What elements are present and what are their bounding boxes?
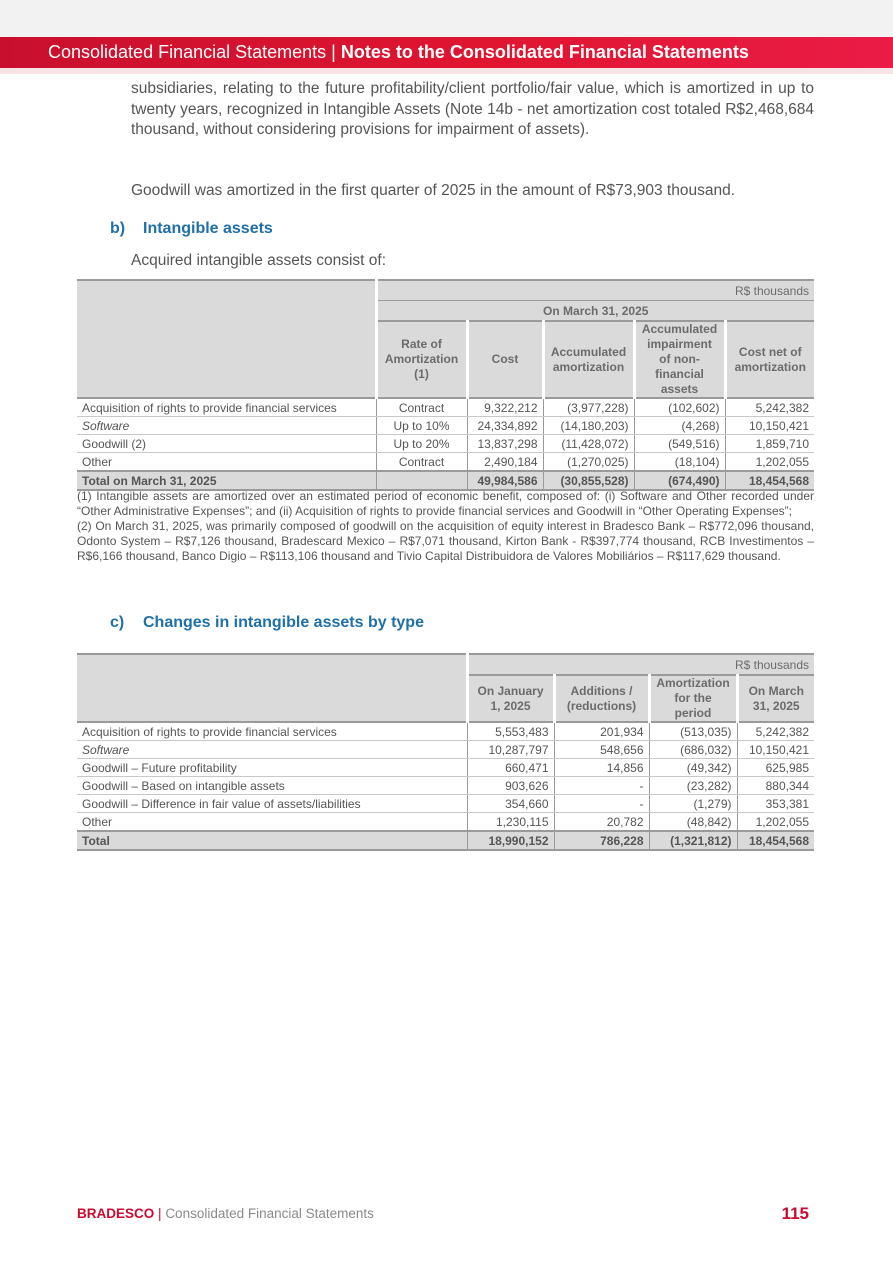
cell-amortization: (3,977,228) — [543, 398, 634, 417]
total-amortization: (1,321,812) — [649, 831, 737, 850]
table-row — [77, 435, 814, 453]
total-amortization: (30,855,528) — [543, 471, 634, 490]
total-rate — [376, 471, 467, 490]
cell-cost: 9,322,212 — [467, 398, 543, 417]
cell-net: 1,202,055 — [725, 453, 814, 472]
cell-mar: 10,150,421 — [737, 741, 814, 759]
cell-cost: 24,334,892 — [467, 417, 543, 435]
total-label: Total — [77, 831, 467, 850]
cell-amortization: (11,428,072) — [543, 435, 634, 453]
table-b-corner — [77, 280, 376, 398]
footnote-2: (2) On March 31, 2025, was primarily composed of goodwill on the acquisition of equity interest in Bradesco Bank – R$772,096 thousand, Odonto System – R$7,126 thousand, Bradescard Mexico – R$7,071 thousand, Kirton Bank - R$397,774 thousand, RCB Investimentos – R$6,166 thousand, Banco Digio – R$113,106 thousand and Tivio Capital Distribuidora de Valores Mobiliários – R$117,629 thousand. — [77, 519, 814, 563]
total-impairment: (674,490) — [634, 471, 725, 490]
col-header-cost-net: Cost net of amortization — [725, 321, 814, 398]
row-label: Other — [77, 813, 467, 832]
col-header-additions: Additions / (reductions) — [554, 675, 649, 722]
row-label: Acquisition of rights to provide financial services — [77, 398, 376, 417]
header-separator: | — [331, 42, 336, 62]
col-header-accumulated-amortization: Accumulated amortization — [543, 321, 634, 398]
col-header-cost: Cost — [467, 321, 543, 398]
total-label: Total on March 31, 2025 — [77, 471, 376, 490]
cell-amortization: (23,282) — [649, 777, 737, 795]
table-c-unit: R$ thousands — [467, 654, 814, 675]
table-row — [77, 398, 814, 417]
total-jan: 18,990,152 — [467, 831, 554, 850]
cell-amortization: (48,842) — [649, 813, 737, 832]
cell-impairment: (18,104) — [634, 453, 725, 472]
cell-additions: 14,856 — [554, 759, 649, 777]
top-margin-strip — [0, 0, 893, 37]
cell-amortization: (1,270,025) — [543, 453, 634, 472]
cell-additions: - — [554, 777, 649, 795]
intangible-changes-table — [77, 653, 814, 851]
col-header-rate: Rate of Amortization (1) — [376, 321, 467, 398]
row-label: Goodwill – Based on intangible assets — [77, 777, 467, 795]
table-row — [77, 759, 814, 777]
table-b-footnotes — [77, 489, 814, 564]
col-header-jan: On January 1, 2025 — [467, 675, 554, 722]
header-section: Consolidated Financial Statements — [48, 42, 327, 62]
section-c-heading — [110, 614, 424, 632]
cell-amortization: (513,035) — [649, 722, 737, 741]
goodwill-amortization-paragraph: Goodwill was amortized in the first quarter of 2025 in the amount of R$73,903 thousand. — [131, 182, 735, 199]
cell-additions: 20,782 — [554, 813, 649, 832]
footer-brand: BRADESCO — [77, 1206, 155, 1221]
table-b-unit: R$ thousands — [376, 280, 814, 301]
cell-rate: Up to 10% — [376, 417, 467, 435]
table-row — [77, 777, 814, 795]
total-cost: 49,984,586 — [467, 471, 543, 490]
cell-jan: 1,230,115 — [467, 813, 554, 832]
cell-rate: Contract — [376, 453, 467, 472]
cell-jan: 903,626 — [467, 777, 554, 795]
cell-rate: Up to 20% — [376, 435, 467, 453]
row-label: Goodwill (2) — [77, 435, 376, 453]
col-header-accumulated-impairment: Accumulated impairment of non-financial assets — [634, 321, 725, 398]
section-c-title: Changes in intangible assets by type — [143, 614, 424, 631]
cell-mar: 625,985 — [737, 759, 814, 777]
table-b-period: On March 31, 2025 — [376, 301, 814, 322]
row-label: Software — [77, 741, 467, 759]
table-row — [77, 453, 814, 472]
table-row — [77, 741, 814, 759]
cell-cost: 13,837,298 — [467, 435, 543, 453]
cell-net: 10,150,421 — [725, 417, 814, 435]
table-row — [77, 795, 814, 813]
cell-amortization: (14,180,203) — [543, 417, 634, 435]
cell-impairment: (4,268) — [634, 417, 725, 435]
table-c-corner — [77, 654, 467, 722]
cell-net: 5,242,382 — [725, 398, 814, 417]
table-row — [77, 722, 814, 741]
total-mar: 18,454,568 — [737, 831, 814, 850]
footer-separator: | — [158, 1206, 162, 1221]
cell-net: 1,859,710 — [725, 435, 814, 453]
intro-paragraph: subsidiaries, relating to the future profitability/client portfolio/fair value, which is amortized in up to twenty years, recognized in Intangible Assets (Note 14b - net amortization cost totaled R$2,468,684 thousand, without considering provisions for impairment of assets). — [131, 80, 814, 138]
cell-additions: 548,656 — [554, 741, 649, 759]
page-header-banner — [0, 37, 893, 68]
header-title: Notes to the Consolidated Financial Statements — [340, 42, 749, 62]
row-label: Software — [77, 417, 376, 435]
footnote-1: (1) Intangible assets are amortized over an estimated period of economic benefit, composed of: (i) Software and Other recorded under “Other Administrative Expenses”; and (ii) Acquisition of rights to provide financial services and Goodwill in “Other Operating Expenses”; — [77, 489, 814, 518]
section-b-title: Intangible assets — [143, 220, 273, 237]
cell-mar: 1,202,055 — [737, 813, 814, 832]
col-header-amortization: Amortization for the period — [649, 675, 737, 722]
cell-jan: 10,287,797 — [467, 741, 554, 759]
cell-additions: 201,934 — [554, 722, 649, 741]
table-row — [77, 813, 814, 832]
total-additions: 786,228 — [554, 831, 649, 850]
cell-rate: Contract — [376, 398, 467, 417]
cell-mar: 5,242,382 — [737, 722, 814, 741]
table-row — [77, 417, 814, 435]
cell-jan: 5,553,483 — [467, 722, 554, 741]
cell-impairment: (102,602) — [634, 398, 725, 417]
row-label: Other — [77, 453, 376, 472]
cell-amortization: (1,279) — [649, 795, 737, 813]
cell-amortization: (686,032) — [649, 741, 737, 759]
row-label: Acquisition of rights to provide financial services — [77, 722, 467, 741]
row-label: Goodwill – Difference in fair value of assets/liabilities — [77, 795, 467, 813]
cell-mar: 353,381 — [737, 795, 814, 813]
page-footer — [77, 1206, 374, 1221]
page-number: 115 — [781, 1204, 809, 1223]
footer-text: Consolidated Financial Statements — [165, 1206, 374, 1221]
cell-additions: - — [554, 795, 649, 813]
section-b-lead: Acquired intangible assets consist of: — [131, 252, 387, 269]
table-total-row — [77, 831, 814, 850]
header-underline — [0, 68, 893, 74]
table-total-row — [77, 471, 814, 490]
cell-amortization: (49,342) — [649, 759, 737, 777]
cell-mar: 880,344 — [737, 777, 814, 795]
total-net: 18,454,568 — [725, 471, 814, 490]
section-b-heading — [110, 220, 273, 238]
section-b-letter: b) — [110, 220, 126, 237]
cell-jan: 660,471 — [467, 759, 554, 777]
row-label: Goodwill – Future profitability — [77, 759, 467, 777]
cell-impairment: (549,516) — [634, 435, 725, 453]
intangible-assets-table — [77, 279, 814, 491]
cell-cost: 2,490,184 — [467, 453, 543, 472]
col-header-mar: On March 31, 2025 — [737, 675, 814, 722]
cell-jan: 354,660 — [467, 795, 554, 813]
section-c-letter: c) — [110, 614, 125, 631]
